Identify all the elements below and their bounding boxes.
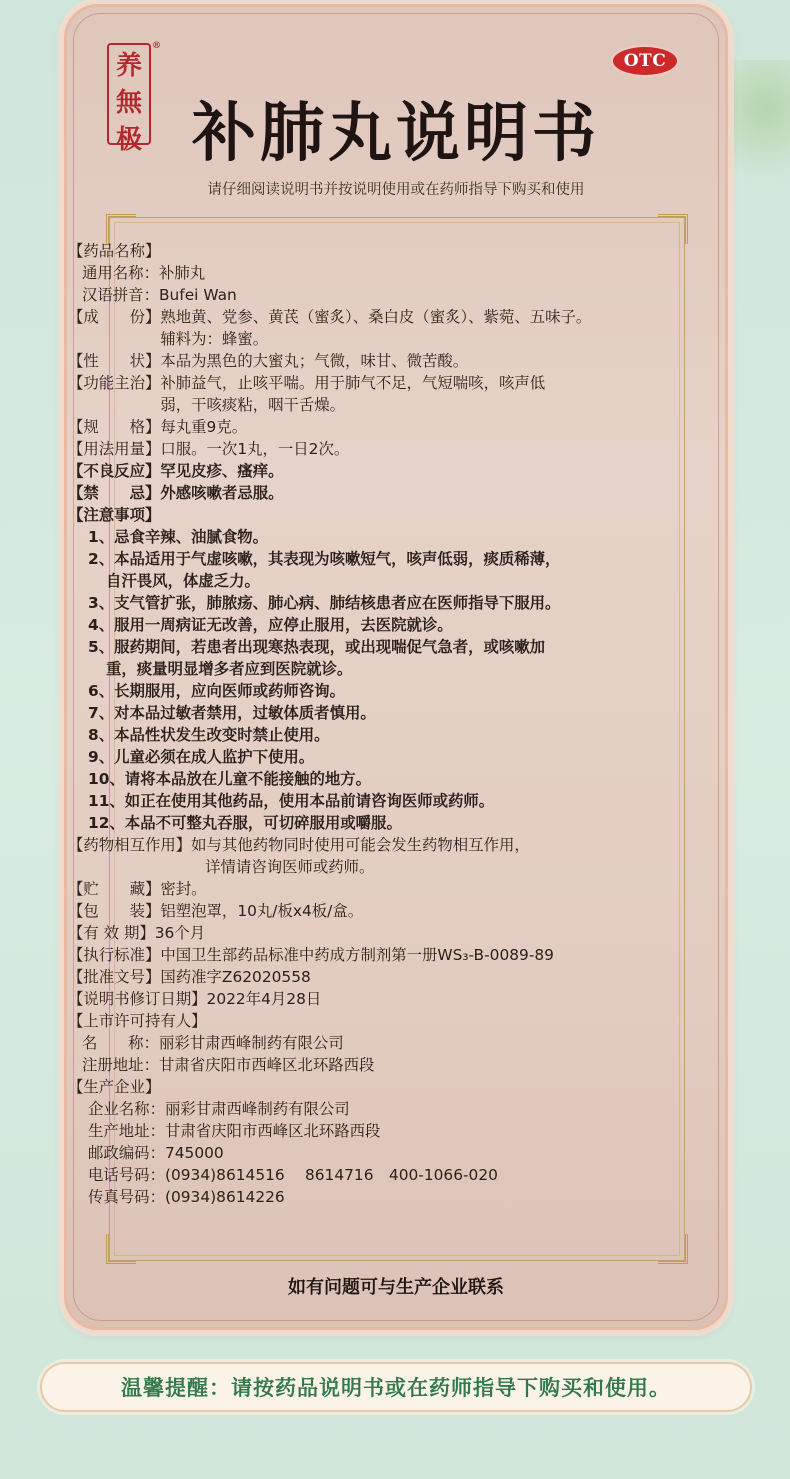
note-text: 3、支气管扩张，肺脓疡、肺心病、肺结核患者应在医师指导下服用。 [88,594,561,612]
package-row [68,900,628,922]
field-label: 【功能主治】 [68,374,161,392]
interaction-line: 如与其他药物同时使用可能会发生药物相互作用， [191,836,530,854]
revision-row [68,988,628,1010]
field-value: 甘肃省庆阳市西峰区北环路西段 [158,1056,375,1074]
field-label: 企业名称： [88,1100,165,1118]
note-text: 7、对本品过敏者禁用，过敏体质者慎用。 [88,704,376,722]
field-label: 电话号码： [88,1166,165,1184]
note-item [68,680,628,702]
field-label: 【有 效 期】 [68,924,155,942]
note-text: 5、服药期间，若患者出现寒热表现，或出现喘促气急者，或咳嗽加 [88,638,546,656]
field-label: 名 称： [82,1034,159,1052]
field-value: 本品为黑色的大蜜丸；气微，味甘、微苦酸。 [160,352,469,370]
field-value [160,372,628,416]
note-item [68,790,628,812]
field-label: 【成 份】 [68,308,161,326]
field-label: 注册地址： [82,1056,159,1074]
note-item [68,768,628,790]
section-notes: 【注意事项】 [68,506,161,524]
notes-list [68,526,628,834]
field-label: 邮政编码： [88,1144,165,1162]
otc-badge: OTC [611,45,679,77]
note-item [68,592,628,614]
section-drug-name: 【药品名称】 [68,242,161,260]
note-text: 1、忌食辛辣、油腻食物。 [88,528,269,546]
note-item [68,526,628,548]
field-value: 国药准字Z62020558 [160,968,311,986]
contact-note: 如有问题可与生产企业联系 [288,1277,504,1298]
field-value: 补肺丸 [158,264,206,282]
field-label: 【性 状】 [68,352,161,370]
field-value: (0934)8614516 8614716 400-1066-020 [164,1166,498,1184]
maker-address-row [68,1120,628,1142]
field-value: 745000 [164,1144,224,1162]
field-label: 【规 格】 [68,418,161,436]
note-text: 4、服用一周病证无改善，应停止服用，去医院就诊。 [88,616,453,634]
field-label: 【不良反应】 [68,462,161,480]
corner-ornament [658,1234,688,1264]
note-continuation: 重，痰量明显增多者应到医院就诊。 [106,660,353,678]
reminder-banner: 温馨提醒：请按药品说明书或在药师指导下购买和使用。 [40,1362,752,1412]
character-row [68,350,628,372]
indication-row [68,372,628,416]
field-value: 中国卫生部药品标准中药成方制剂第一册WS₃-B-0089-89 [160,946,554,964]
field-value: 丽彩甘肃西峰制药有限公司 [158,1034,344,1052]
approval-row [68,966,628,988]
field-value: 外感咳嗽者忌服。 [160,484,284,502]
field-value: 2022年4月28日 [206,990,322,1008]
generic-name-row [68,262,628,284]
field-value: (0934)8614226 [164,1188,285,1206]
field-label: 【药物相互作用】 [68,836,192,854]
field-value: 丽彩甘肃西峰制药有限公司 [164,1100,350,1118]
indication-line: 补肺益气，止咳平喘。用于肺气不足，气短喘咳，咳声低 [160,374,546,392]
field-value: 密封。 [160,880,207,898]
usage-row [68,438,628,460]
interaction-row [68,834,628,878]
phone-row [68,1164,628,1186]
field-label: 传真号码： [88,1188,165,1206]
pinyin-row [68,284,628,306]
field-label: 【执行标准】 [68,946,161,964]
instruction-content [68,240,628,1208]
field-label: 【说明书修订日期】 [68,990,207,1008]
excipient-text: 辅料为：蜂蜜。 [160,330,269,348]
fax-row [68,1186,628,1208]
indication-line: 弱，干咳痰粘，咽干舌燥。 [160,396,346,414]
corner-ornament [106,1234,136,1264]
holder-address-row [68,1054,628,1076]
registered-mark: ® [152,41,161,51]
holder-name-row [68,1032,628,1054]
field-value: 铝塑泡罩，10丸/板x4板/盒。 [160,902,364,920]
field-value: 36个月 [154,924,206,942]
field-value [160,306,628,350]
contraindication-row [68,482,628,504]
field-label: 汉语拼音： [82,286,159,304]
field-value: 口服。一次1丸，一日2次。 [160,440,350,458]
note-item [68,636,628,680]
field-label: 通用名称： [82,264,159,282]
ingredients-text: 熟地黄、党参、黄芪（蜜炙）、桑白皮（蜜炙）、紫菀、五味子。 [160,308,592,326]
field-value: 罕见皮疹、瘙痒。 [160,462,284,480]
note-item [68,548,628,592]
note-text: 6、长期服用，应向医师或药师咨询。 [88,682,345,700]
note-text: 8、本品性状发生改变时禁止使用。 [88,726,330,744]
section-holder: 【上市许可持有人】 [68,1012,207,1030]
page-subtitle: 请仔细阅读说明书并按说明使用或在药师指导下购买和使用 [207,182,585,198]
spec-row [68,416,628,438]
note-text: 2、本品适用于气虚咳嗽，其表现为咳嗽短气，咳声低弱，痰质稀薄， [88,550,561,568]
validity-row [68,922,628,944]
note-continuation: 自汗畏风，体虚乏力。 [106,572,260,590]
field-label: 【禁 忌】 [68,484,161,502]
field-value: 每丸重9克。 [160,418,248,436]
maker-name-row [68,1098,628,1120]
standard-row [68,944,628,966]
note-item [68,746,628,768]
ingredients-row [68,306,628,350]
note-item [68,614,628,636]
field-value: 甘肃省庆阳市西峰区北环路西段 [164,1122,381,1140]
note-text: 10、请将本品放在儿童不能接触的地方。 [88,770,372,788]
field-label: 【用法用量】 [68,440,161,458]
logo-char: 养 [115,51,142,81]
note-item [68,812,628,834]
field-label: 【贮 藏】 [68,880,161,898]
note-text: 11、如正在使用其他药品，使用本品前请咨询医师或药师。 [88,792,495,810]
field-label: 【批准文号】 [68,968,161,986]
note-text: 12、本品不可整丸吞服，可切碎服用或嚼服。 [88,814,402,832]
storage-row [68,878,628,900]
logo-char: 极 [115,125,142,155]
field-label: 【包 装】 [68,902,161,920]
field-value [191,834,628,878]
note-text: 9、儿童必须在成人监护下使用。 [88,748,315,766]
postcode-row [68,1142,628,1164]
page-title: 补肺丸说明书 [192,96,600,171]
note-item [68,702,628,724]
logo-char: 無 [115,88,142,118]
note-item [68,724,628,746]
field-value: Bufei Wan [158,286,237,304]
section-manufacturer: 【生产企业】 [68,1078,161,1096]
corner-ornament [658,214,688,244]
field-label: 生产地址： [88,1122,165,1140]
interaction-line: 详情请咨询医师或药师。 [205,858,375,876]
adverse-row [68,460,628,482]
